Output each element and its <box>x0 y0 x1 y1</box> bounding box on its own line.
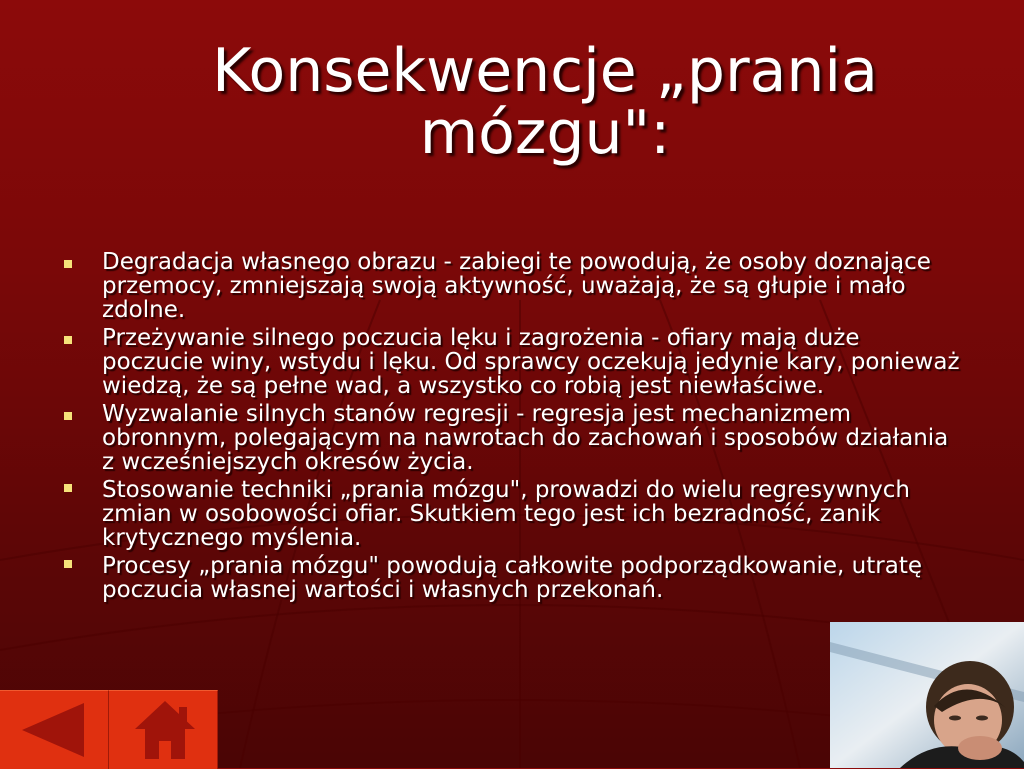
square-bullet-icon <box>64 484 72 492</box>
square-bullet-icon <box>64 560 72 568</box>
left-arrow-icon <box>0 691 108 769</box>
navigation-buttons <box>0 690 218 768</box>
slide-title <box>120 36 970 168</box>
portrait-photo <box>830 622 1024 768</box>
square-bullet-icon <box>64 336 72 344</box>
slide-title-line-1: Konsekwencje „prania <box>212 36 878 106</box>
slide-title-line-2: mózgu": <box>419 98 671 168</box>
bullet-item <box>60 478 960 550</box>
bullet-item <box>60 554 960 602</box>
bullet-list <box>60 250 960 606</box>
bullet-item <box>60 326 960 398</box>
bullet-text: Degradacja własnego obrazu - zabiegi te powodują, że osoby doznające przemocy, zmniejszają swoją aktywność, uważają, że są głupie i mało zdolne. <box>102 249 931 323</box>
bullet-text: Przeżywanie silnego poczucia lęku i zagrożenia - ofiary mają duże poczucie winy, wstydu i lęku. Od sprawcy oczekują jedynie kary, ponieważ wiedzą, że są pełne wad, a wszystko co robią jest niewłaściwe. <box>102 325 960 399</box>
bullet-item <box>60 402 960 474</box>
back-button[interactable] <box>0 690 109 769</box>
bullet-item <box>60 250 960 322</box>
square-bullet-icon <box>64 260 72 268</box>
home-button[interactable] <box>109 690 218 769</box>
square-bullet-icon <box>64 412 72 420</box>
home-icon <box>109 691 217 769</box>
bullet-text: Wyzwalanie silnych stanów regresji - regresja jest mechanizmem obronnym, polegającym na nawrotach do zachowań i sposobów działania z wcześniejszych okresów życia. <box>102 401 949 475</box>
bullet-text: Procesy „prania mózgu" powodują całkowite podporządkowanie, utratę poczucia własnej wartości i własnych przekonań. <box>102 553 922 603</box>
bullet-text: Stosowanie techniki „prania mózgu", prowadzi do wielu regresywnych zmian w osobowości ofiar. Skutkiem tego jest ich bezradność, zanik krytycznego myślenia. <box>102 477 910 551</box>
